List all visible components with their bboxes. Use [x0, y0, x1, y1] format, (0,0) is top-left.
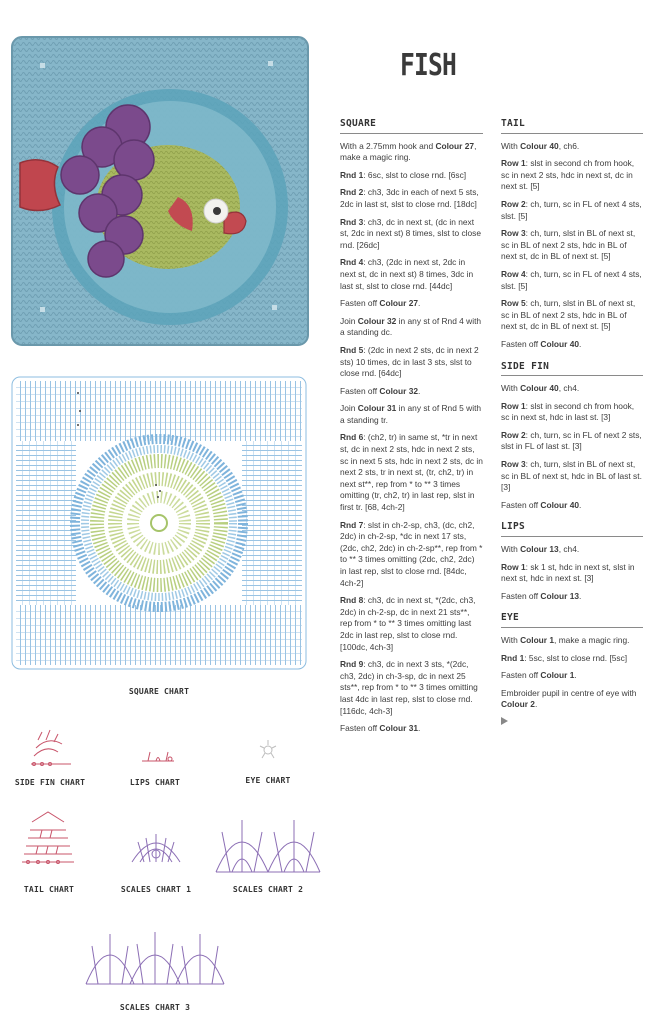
side-fin-row-2: Row 2: ch, turn, sc in FL of next 2 sts, slst in FL of last st. [3]	[501, 429, 642, 452]
square-instructions	[340, 118, 483, 741]
tail-row-5: Row 5: ch, turn, slst in BL of next st, sc in BL of next 2 sts, hdc in BL of next st, dc in BL of next st. [5]	[501, 298, 636, 332]
square-fasten-2: Fasten off Colour 32.	[340, 385, 421, 396]
square-rnd-1: Rnd 1: 6sc, slst to close rnd. [6sc]	[340, 169, 467, 180]
side-fin-row-1: Row 1: slst in second ch from hook, sc in next st, hdc in last st. [3]	[501, 400, 635, 423]
square-fasten-1: Fasten off Colour 27.	[340, 298, 421, 309]
square-rnd-5: Rnd 5: (2dc in next 2 sts, dc in next 2 sts) 10 times, dc in last 3 sts, slst to close rnd. [64dc]	[340, 344, 479, 379]
side-fin-chart-caption: SIDE FIN CHART	[14, 778, 86, 787]
tail-chart-caption: TAIL CHART	[23, 885, 75, 894]
parts-instructions	[501, 118, 643, 739]
square-join-1: Join Colour 32 in any st of Rnd 4 with a standing dc.	[340, 315, 482, 338]
eye-fasten: Fasten off Colour 1.	[501, 670, 577, 681]
square-heading: SQUARE	[340, 118, 483, 134]
tail-chart	[18, 808, 80, 868]
scales-chart-1	[128, 826, 184, 868]
scales-chart-3-caption: SCALES CHART 3	[119, 1003, 191, 1012]
scales-chart-2-caption: SCALES CHART 2	[232, 885, 304, 894]
play-arrow-icon	[501, 717, 508, 725]
lips-row-1: Row 1: sk 1 st, hdc in next st, slst in next st, hdc in next st. [3]	[501, 561, 635, 584]
eye-intro: With Colour 1, make a magic ring.	[501, 635, 630, 645]
side-fin-fasten: Fasten off Colour 40.	[501, 499, 582, 510]
square-rnd-9: Rnd 9: ch3, dc in next 3 sts, *(2dc, ch3, 2dc) in ch-3-sp, dc in next 25 sts**, rep from * to ** 3 times omitting last 4dc in last rep, slst to close rnd. [116dc, 4ch-3]	[340, 659, 478, 716]
side-fin-chart	[26, 726, 76, 768]
page-title: FISH	[400, 48, 456, 83]
eye-rnd-1: Rnd 1: 5sc, slst to close rnd. [5sc]	[501, 652, 628, 663]
eye-chart-caption: EYE CHART	[245, 776, 291, 785]
eye-heading: EYE	[501, 612, 643, 628]
square-join-2: Join Colour 31 in any st of Rnd 5 with a standing tr.	[340, 403, 482, 425]
square-fasten-3: Fasten off Colour 31.	[340, 723, 421, 734]
square-chart-caption: SQUARE CHART	[128, 687, 190, 696]
scales-chart-3	[82, 918, 228, 990]
tail-row-2: Row 2: ch, turn, sc in FL of next 4 sts, slst. [5]	[501, 198, 642, 221]
tail-heading: TAIL	[501, 118, 643, 134]
lips-intro: With Colour 13, ch4.	[501, 544, 580, 555]
square-rnd-7: Rnd 7: slst in ch-2-sp, ch3, (dc, ch2, 2dc) in ch-2-sp, *dc in next 17 sts, (2dc, ch2, 2dc) in ch-2-sp**, rep from * to ** 3 times omitting (2dc, ch2, 2dc) in last rep, slst to close rnd. [84dc, 4ch-2]	[340, 519, 483, 588]
tail-intro: With Colour 40, ch6.	[501, 140, 580, 151]
tail-row-3: Row 3: ch, turn, slst in BL of next st, sc in BL of next 2 sts, hdc in BL of next st, dc in BL of next st. [5]	[501, 228, 636, 262]
square-rnd-4: Rnd 4: ch3, (2dc in next st, 2dc in next st, dc in next st) 8 times, 3dc in last st, slst to close rnd. [44dc]	[340, 257, 474, 291]
tail-row-4: Row 4: ch, turn, sc in FL of next 4 sts, slst. [5]	[501, 268, 642, 291]
square-rnd-2: Rnd 2: ch3, 3dc in each of next 5 sts, 2dc in last st, slst to close rnd. [18dc]	[340, 187, 479, 209]
eye-chart	[256, 738, 280, 762]
side-fin-intro: With Colour 40, ch4.	[501, 383, 580, 394]
side-fin-row-3: Row 3: ch, turn, slst in BL of next st, sc in BL of next st, hdc in BL of last st. [3]	[501, 459, 642, 493]
tail-fasten: Fasten off Colour 40.	[501, 338, 582, 349]
scales-chart-2	[212, 806, 324, 878]
square-rnd-8: Rnd 8: ch3, dc in next st, *(2dc, ch3, 2dc) in ch-2-sp, dc in next 21 sts**, rep from * to ** 3 times omitting last 2dc in last rep, slst to close rnd. [100dc, 4ch-3]	[340, 595, 476, 652]
fish-square-photo	[10, 35, 310, 347]
scales-chart-1-caption: SCALES CHART 1	[120, 885, 192, 894]
square-rnd-3: Rnd 3: ch3, dc in next st, (dc in next st, 2dc in next st) 8 times, slst to close rnd. [26dc]	[340, 216, 482, 250]
square-intro: With a 2.75mm hook and Colour 27, make a magic ring.	[340, 140, 477, 163]
lips-chart	[140, 746, 176, 766]
square-chart	[8, 373, 310, 673]
tail-row-1: Row 1: slst in second ch from hook, sc in next 2 sts, hdc in next st, dc in next st. [5]	[501, 158, 635, 192]
lips-chart-caption: LIPS CHART	[129, 778, 181, 787]
lips-heading: LIPS	[501, 521, 643, 537]
lips-fasten: Fasten off Colour 13.	[501, 590, 582, 601]
eye-embroider: Embroider pupil in centre of eye with Colour 2.	[501, 687, 637, 710]
side-fin-heading: SIDE FIN	[501, 361, 643, 377]
square-rnd-6: Rnd 6: (ch2, tr) in same st, *tr in next st, dc in next 2 sts, hdc in next 2 sts, sc in next 5 sts, hdc in next 2 sts, dc in next 2 sts, tr in next st, (tr, ch2, tr) in next st**, rep from * to ** 3 times omitting (tr, ch2, tr) in last rep, slst in first tr. [68, 4ch-2]	[340, 432, 483, 513]
